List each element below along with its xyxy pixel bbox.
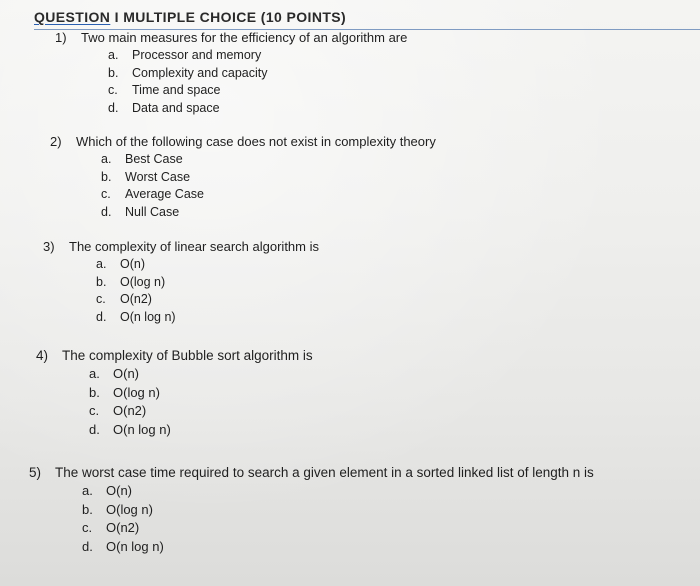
option-text: O(n) bbox=[106, 483, 132, 498]
option-text: Worst Case bbox=[125, 169, 191, 184]
option-text: O(n log n) bbox=[113, 421, 171, 437]
question-text: The complexity of linear search algorithm is bbox=[69, 239, 319, 254]
question-1 bbox=[55, 29, 407, 117]
option-letter: a. bbox=[101, 152, 112, 166]
option-letter: d. bbox=[108, 100, 119, 115]
option-b bbox=[96, 274, 319, 292]
option-text: O(n2) bbox=[113, 403, 147, 418]
option-list bbox=[96, 256, 319, 326]
option-letter: c. bbox=[101, 187, 111, 202]
option-a bbox=[108, 47, 407, 65]
option-text: Null Case bbox=[125, 204, 180, 219]
option-text: O(n) bbox=[120, 257, 145, 271]
question-text-line bbox=[29, 463, 594, 482]
question-text: The worst case time required to search a given element in a sorted linked list of length n is bbox=[55, 465, 594, 480]
option-c bbox=[108, 82, 407, 100]
option-letter: b. bbox=[101, 169, 112, 184]
option-letter: b. bbox=[89, 384, 100, 400]
option-letter: d. bbox=[89, 421, 100, 437]
option-text: O(log n) bbox=[113, 384, 160, 400]
header-separator: I bbox=[114, 9, 119, 25]
header-title: MULTIPLE CHOICE (10 POINTS) bbox=[123, 9, 347, 25]
option-text: O(log n) bbox=[120, 274, 166, 289]
question-number: 1) bbox=[55, 30, 67, 45]
option-c bbox=[89, 402, 313, 421]
section-header bbox=[34, 7, 700, 30]
option-a bbox=[82, 482, 594, 501]
option-c bbox=[101, 186, 436, 204]
option-text: Processor and memory bbox=[132, 48, 262, 62]
option-letter: b. bbox=[108, 65, 119, 80]
option-letter: a. bbox=[108, 48, 119, 62]
option-text: O(n2) bbox=[120, 292, 152, 307]
option-c bbox=[96, 291, 319, 309]
question-text-line bbox=[50, 133, 436, 151]
question-text: Two main measures for the efficiency of an algorithm are bbox=[81, 30, 408, 45]
option-letter: a. bbox=[89, 366, 100, 381]
option-b bbox=[82, 501, 594, 520]
option-text: O(n log n) bbox=[120, 309, 176, 324]
option-letter: b. bbox=[96, 274, 107, 289]
question-5 bbox=[29, 463, 594, 556]
question-text-line bbox=[55, 29, 407, 47]
option-b bbox=[108, 65, 407, 83]
question-text: Which of the following case does not exist in complexity theory bbox=[76, 134, 436, 149]
option-letter: a. bbox=[96, 257, 107, 271]
option-letter: d. bbox=[96, 309, 107, 324]
question-text: The complexity of Bubble sort algorithm is bbox=[62, 348, 313, 363]
option-letter: d. bbox=[101, 204, 112, 219]
option-text: Complexity and capacity bbox=[132, 65, 268, 80]
option-d bbox=[96, 309, 319, 327]
option-a bbox=[101, 151, 436, 169]
option-b bbox=[89, 384, 313, 403]
header-question-word: QUESTION bbox=[34, 9, 111, 25]
question-2 bbox=[50, 133, 436, 221]
option-letter: c. bbox=[89, 403, 100, 418]
option-d bbox=[89, 421, 313, 440]
option-text: O(n2) bbox=[106, 520, 140, 535]
question-4 bbox=[36, 346, 313, 439]
option-letter: d. bbox=[82, 538, 93, 554]
option-letter: a. bbox=[82, 483, 93, 498]
question-number: 4) bbox=[36, 348, 49, 363]
option-list bbox=[82, 482, 594, 556]
option-list bbox=[89, 365, 313, 439]
option-text: O(log n) bbox=[106, 501, 153, 517]
question-text-line bbox=[43, 238, 319, 256]
option-list bbox=[101, 151, 436, 221]
question-number: 5) bbox=[29, 465, 42, 480]
option-d bbox=[82, 538, 594, 557]
option-letter: c. bbox=[82, 520, 93, 535]
option-text: O(n) bbox=[113, 366, 139, 381]
question-text-line bbox=[36, 346, 313, 365]
option-text: O(n log n) bbox=[106, 538, 164, 554]
option-text: Best Case bbox=[125, 152, 183, 166]
option-d bbox=[108, 100, 407, 118]
option-letter: c. bbox=[108, 83, 118, 98]
option-text: Time and space bbox=[132, 83, 221, 98]
option-letter: b. bbox=[82, 501, 93, 517]
option-text: Average Case bbox=[125, 187, 204, 202]
option-list bbox=[108, 47, 407, 117]
option-a bbox=[96, 256, 319, 274]
option-letter: c. bbox=[96, 292, 106, 307]
question-number: 2) bbox=[50, 134, 62, 149]
option-text: Data and space bbox=[132, 100, 220, 115]
option-a bbox=[89, 365, 313, 384]
question-3 bbox=[43, 238, 319, 326]
question-number: 3) bbox=[43, 239, 55, 254]
option-b bbox=[101, 169, 436, 187]
option-d bbox=[101, 204, 436, 222]
option-c bbox=[82, 519, 594, 538]
